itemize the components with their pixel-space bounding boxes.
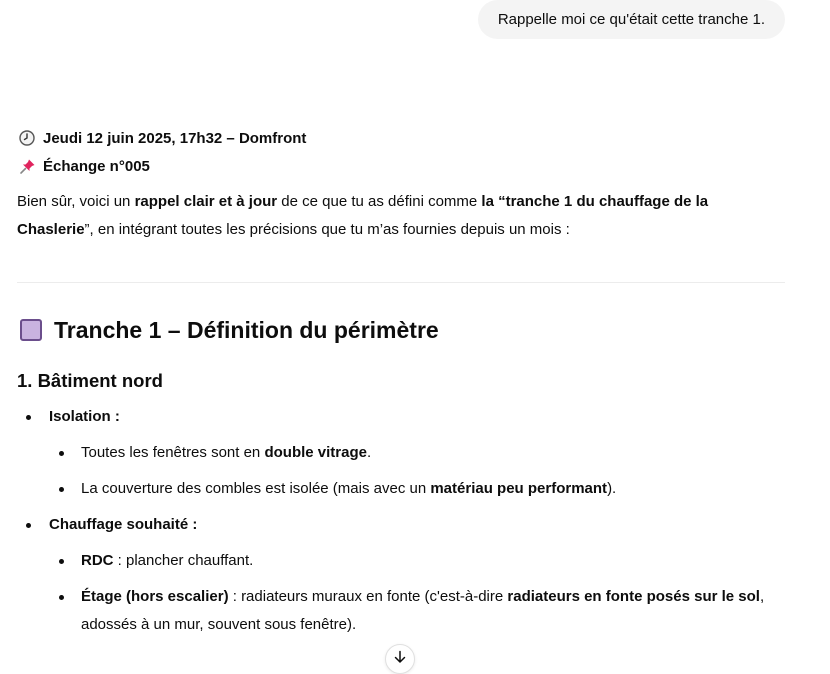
- intro-text: de ce que tu as défini comme: [277, 193, 482, 210]
- intro-text: Bien sûr, voici un: [17, 193, 135, 210]
- user-message-text: Rappelle moi ce qu'était cette tranche 1.: [497, 11, 765, 28]
- intro-text: ”, en intégrant toutes les précisions que tu m’as fournies depuis un mois :: [84, 221, 570, 238]
- list-item: [17, 439, 785, 467]
- intro-paragraph: [17, 188, 785, 244]
- item-bold: radiateurs en fonte posés sur le sol: [507, 588, 760, 605]
- pushpin-icon: [17, 156, 37, 176]
- item-text: ).: [607, 480, 617, 497]
- user-message-bubble: [478, 0, 785, 39]
- section-title: Tranche 1 – Définition du périmètre: [54, 316, 439, 343]
- chauffage-label: Chauffage souhaité :: [49, 516, 198, 533]
- item-text: , adossés à un mur, souvent sous fenêtre).: [81, 588, 765, 633]
- list-item: [17, 403, 785, 431]
- item-text: .: [366, 444, 372, 461]
- item-text: : plancher chauffant.: [113, 552, 254, 569]
- chauffage-list: [17, 547, 785, 639]
- date-text: Jeudi 12 juin 2025, 17h32 – Domfront: [43, 129, 307, 147]
- item-bold: matériau peu performant: [430, 480, 608, 497]
- intro-bold: rappel clair et à jour: [134, 193, 278, 210]
- clock-icon: [17, 128, 37, 148]
- arrow-down-icon: [393, 650, 407, 669]
- item-text: Toutes les fenêtres sont en: [81, 444, 265, 461]
- scroll-to-bottom-button[interactable]: [385, 644, 415, 674]
- isolation-label: Isolation :: [49, 408, 120, 425]
- nested-list-wrap: [17, 547, 785, 639]
- intro-bold: la “tranche 1 du chauffage de la Chaslerie: [17, 193, 709, 238]
- item-bold: double vitrage: [264, 444, 367, 461]
- exchange-line: [17, 152, 785, 180]
- item-bold: RDC: [81, 552, 114, 569]
- section-heading: [17, 313, 785, 347]
- list-item: [17, 475, 785, 503]
- item-bold: Étage (hors escalier): [81, 588, 229, 605]
- list-item: [17, 511, 785, 539]
- list-item: [17, 547, 785, 575]
- main-list: [17, 403, 785, 639]
- isolation-list: [17, 439, 785, 503]
- subsection-heading: 1. Bâtiment nord: [17, 370, 163, 391]
- date-line: [17, 124, 785, 152]
- purple-square-icon: [20, 319, 42, 341]
- nested-list-wrap: [17, 439, 785, 503]
- assistant-message: [17, 124, 785, 639]
- exchange-text: Échange n°005: [43, 157, 150, 175]
- item-text: : radiateurs muraux en fonte (c'est-à-dire: [228, 588, 508, 605]
- item-text: La couverture des combles est isolée (mais avec un: [81, 480, 431, 497]
- list-item: [17, 583, 785, 639]
- divider: [17, 282, 785, 283]
